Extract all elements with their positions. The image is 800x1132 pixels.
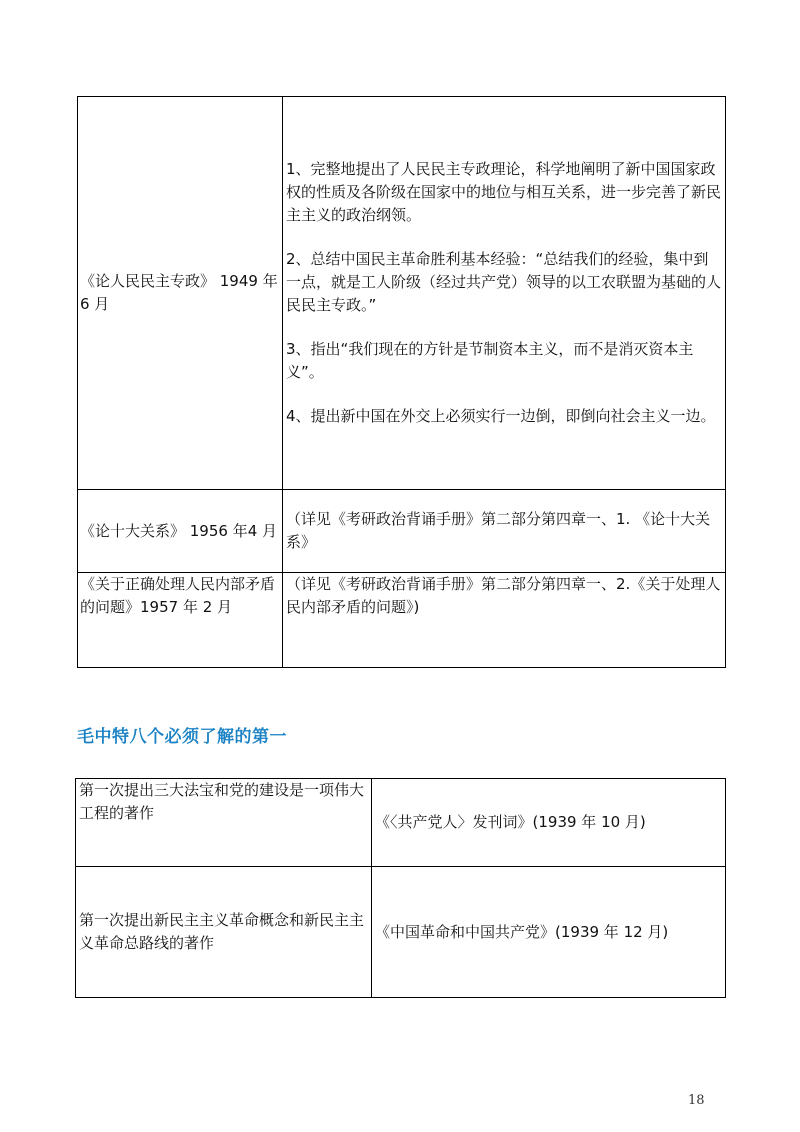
firsts-table — [75, 778, 726, 998]
work-title-cell: 《论十大关系》 1956 年4 月 — [78, 490, 283, 573]
work-title-cell: 《关于正确处理人民内部矛盾 的问题》1957 年 2 月 — [78, 573, 283, 668]
table-row — [78, 573, 726, 668]
first-work-cell: 《中国革命和中国共产党》(1939 年 12 月) — [372, 867, 726, 998]
first-description-cell: 第一次提出新民主主义革命概念和新民主主义革命总路线的著作 — [76, 867, 372, 998]
table-row — [78, 97, 726, 490]
content-paragraph: 3、指出“我们现在的方针是节制资本主义，而不是消灭资本主义”。 — [286, 340, 694, 381]
content-paragraph: 1、完整地提出了人民民主专政理论，科学地阐明了新中国国家政权的性质及各阶级在国家中的地位与相互关系，进一步完善了新民主主义的政治纲领。 — [286, 160, 722, 224]
works-table — [77, 96, 726, 668]
table-row — [76, 867, 726, 998]
content-paragraph: 4、提出新中国在外交上必须实行一边倒，即倒向社会主义一边。 — [286, 407, 716, 425]
content-paragraph: 2、总结中国民主革命胜利基本经验：“总结我们的经验，集中到一点，就是工人阶级（经过共产党）领导的以工农联盟为基础的人民民主专政。” — [286, 250, 722, 314]
table-row — [78, 490, 726, 573]
work-content-cell: （详见《考研政治背诵手册》第二部分第四章一、1. 《论十大关系》 — [283, 490, 726, 573]
first-work-cell: 《〈共产党人〉发刊词》(1939 年 10 月) — [372, 779, 726, 867]
page-number: 18 — [688, 1093, 705, 1108]
table-row — [76, 779, 726, 867]
first-description-cell: 第一次提出三大法宝和党的建设是一项伟大工程的著作 — [76, 779, 372, 867]
section-heading: 毛中特八个必须了解的第一 — [77, 727, 287, 747]
work-title-cell: 《论人民民主专政》 1949 年6 月 — [78, 97, 283, 490]
work-content-cell: （详见《考研政治背诵手册》第二部分第四章一、2.《关于处理人民内部矛盾的问题》) — [283, 573, 726, 668]
work-content-cell — [283, 97, 726, 490]
